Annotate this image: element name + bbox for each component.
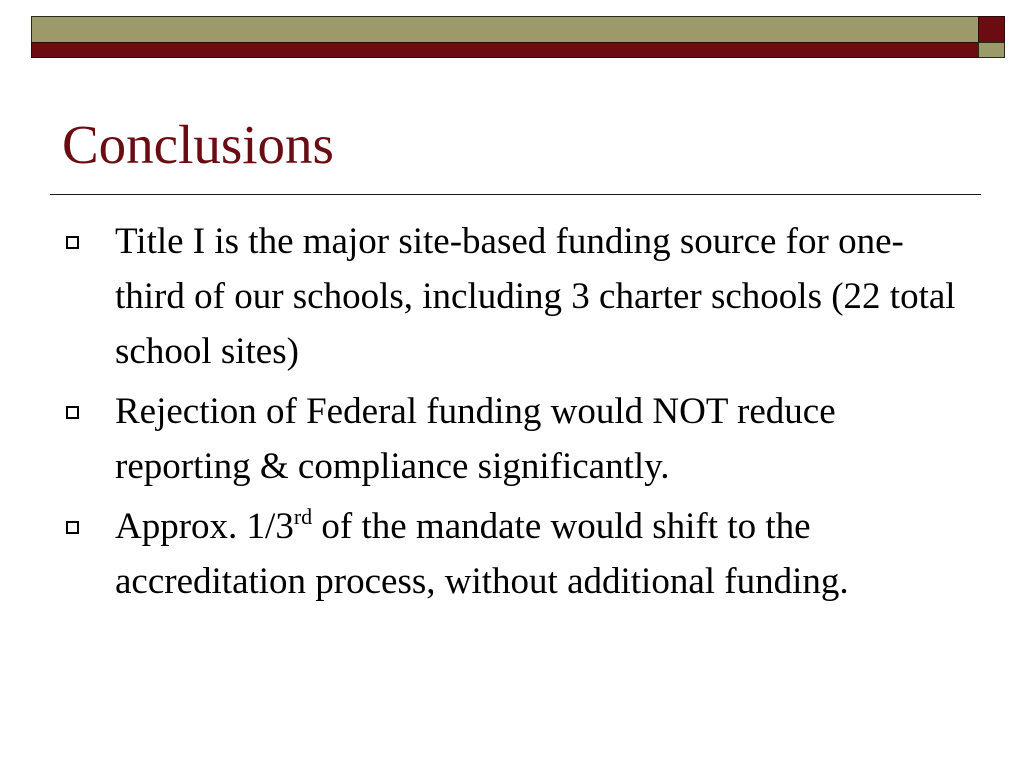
header-band-olive	[31, 16, 979, 43]
bullet-text-lead: Approx. 1/3	[115, 506, 294, 547]
slide-title: Conclusions	[62, 114, 334, 175]
bullet-item	[62, 214, 962, 379]
bullet-text-tail: of the mandate would shift to the accreditation process, without additional funding.	[115, 506, 849, 602]
bullet-item	[62, 384, 962, 494]
hollow-square-bullet-icon	[66, 236, 79, 249]
header-corner-square-maroon	[978, 16, 1005, 43]
bullet-text: Rejection of Federal funding would NOT reduce reporting & compliance significantly.	[115, 391, 836, 487]
hollow-square-bullet-icon	[66, 406, 79, 419]
title-divider	[50, 194, 981, 195]
bullet-list	[62, 214, 962, 614]
hollow-square-bullet-icon	[66, 521, 79, 534]
bullet-item	[62, 499, 962, 609]
bullet-text: Title I is the major site-based funding source for one-third of our schools, including 3 charter schools (22 total school sites)	[115, 221, 956, 372]
header-band-maroon	[31, 42, 1005, 58]
header-corner-square-olive	[978, 42, 1005, 58]
bullet-text-superscript: rd	[293, 504, 313, 529]
